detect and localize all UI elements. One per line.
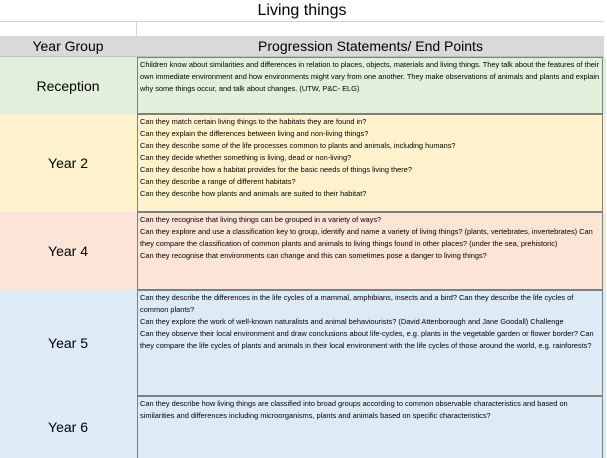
year-cell: Reception xyxy=(36,77,100,94)
year-group-header: Year Group xyxy=(32,38,104,54)
statement-line: Can they explore the work of well-known naturalists and animal behaviourists? (David Attenborough and Jane Goodall) Challenge xyxy=(140,317,564,326)
statement-line: Can they describe a range of different habitats? xyxy=(140,177,296,186)
statement-line: Can they match certain living things to the habitats they are found in? xyxy=(140,117,367,126)
table-row-reception xyxy=(0,57,606,114)
statement-cell xyxy=(137,212,603,290)
year-cell: Year 2 xyxy=(48,155,88,171)
year-cell: Year 5 xyxy=(48,335,88,351)
statement-text: Children know about similarities and differences in relation to places, objects, materials and living things. They talk about the features of their own immediate environment and how environments might vary from one another. They make observations of animals and plants and explain why some things occur, and talk about changes. (UTW, P&C- ELG) xyxy=(140,60,600,93)
statement-line: Can they recognise that environments can change and this can sometimes pose a danger to living things? xyxy=(140,251,487,260)
statement-cell xyxy=(137,57,603,114)
statement-line: Can they recognise that living things can be grouped in a variety of ways? xyxy=(140,215,382,224)
table-row-year-2 xyxy=(0,114,606,212)
statement-line: Can they describe how living things are classified into broad groups according to common observable characteristics and based on similarities and differences including microorganisms, plants and animals based on specific characteristics? xyxy=(140,399,568,420)
statement-cell xyxy=(137,114,603,212)
statement-cell xyxy=(137,290,603,396)
statement-line: Can they explore and use a classification key to group, identify and name a variety of living things? (plants, vertebrates, invertebrates) Can they compare the classification of common plants and animals to living things found in other places? (under the sea, prehistoric) xyxy=(140,227,593,248)
year-cell: Year 6 xyxy=(48,419,88,435)
empty-row xyxy=(0,22,604,37)
table-row-year-5 xyxy=(0,290,606,396)
statement-line: Can they describe how a habitat provides for the basic needs of things living there? xyxy=(140,165,412,174)
statement-line: Can they decide whether something is living, dead or non-living? xyxy=(140,153,352,162)
year-cell: Year 4 xyxy=(48,243,88,259)
statements-header: Progression Statements/ End Points xyxy=(258,38,483,54)
table-row-year-4 xyxy=(0,212,606,290)
statement-line: Can they describe some of the life processes common to plants and animals, including humans? xyxy=(140,141,456,150)
statement-line: Can they explain the differences between living and non-living things? xyxy=(140,129,369,138)
column-divider xyxy=(136,22,137,36)
statement-line: Can they observe their local environment and draw conclusions about life-cycles, e.g. plants in the vegetable garden or flower border? Can they compare the life cycles of plants and animals in their local environment with the life cycles of those around the world, e.g. rainforests? xyxy=(140,329,594,350)
header-row xyxy=(0,37,604,57)
statement-line: Can they describe the differences in the life cycles of a mammal, amphibians, insects and a bird? Can they describe the life cycles of common plants? xyxy=(140,293,574,314)
statement-cell xyxy=(137,396,603,458)
table-row-year-6 xyxy=(0,396,606,458)
sheet-title: Living things xyxy=(0,0,604,22)
statement-line: Can they describe how plants and animals are suited to their habitat? xyxy=(140,189,367,198)
